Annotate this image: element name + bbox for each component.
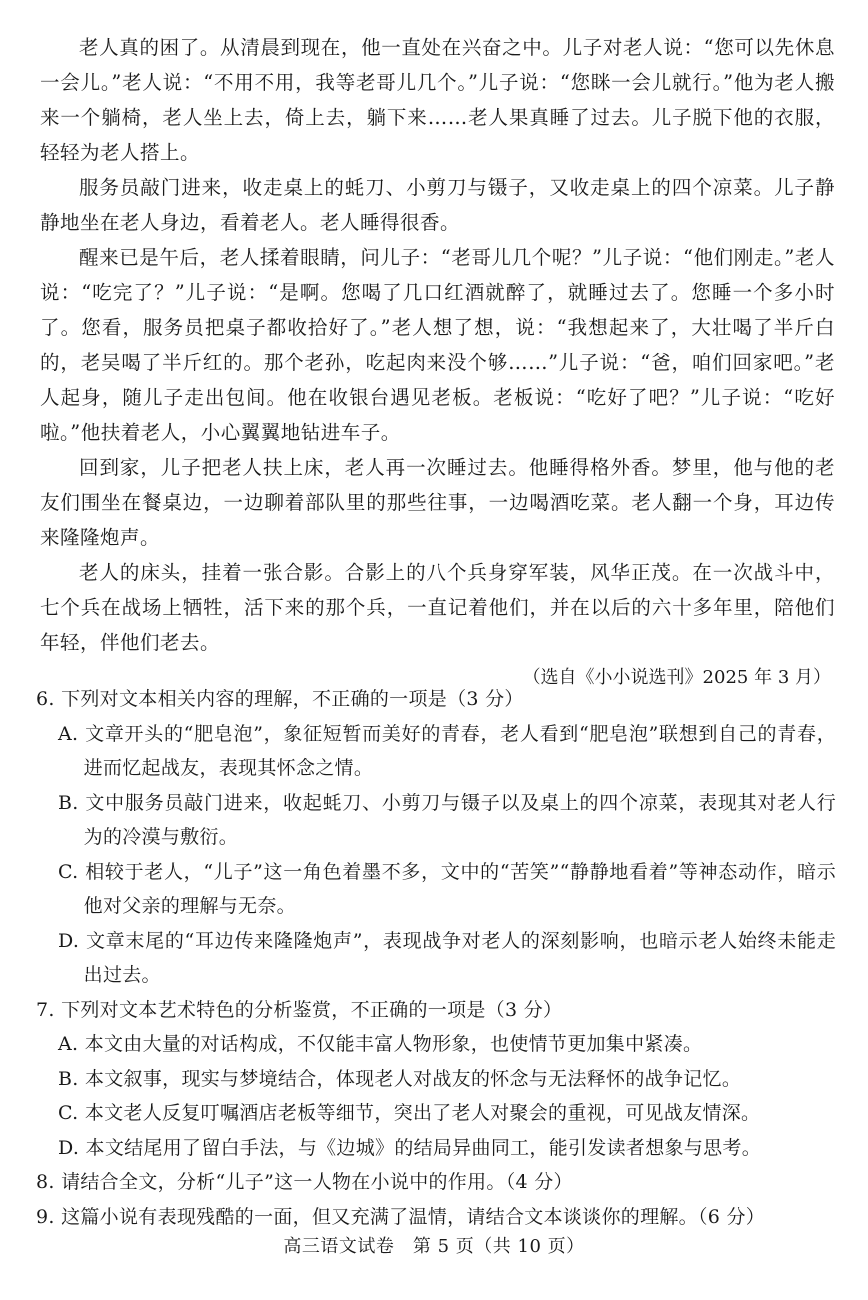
question-7-option-a: A. 本文由大量的对话构成，不仅能丰富人物形象，也使情节更加集中紧凑。 xyxy=(58,1033,703,1055)
question-9: 9. 这篇小说有表现残酷的一面，但又充满了温情，请结合文本谈谈你的理解。（6 分） xyxy=(36,1205,766,1228)
story-passage xyxy=(40,30,835,695)
question-7-option-b: B. 本文叙事，现实与梦境结合，体现老人对战友的怀念与无法释怀的战争记忆。 xyxy=(58,1067,742,1090)
question-6-option-b: B. 文中服务员敲门进来，收起蚝刀、小剪刀与镊子以及桌上的四个凉菜，表现其对老人行为的冷漠与敷衍。 xyxy=(58,791,836,848)
question-7-option-d: D. 本文结尾用了留白手法，与《边城》的结局异曲同工，能引发读者想象与思考。 xyxy=(58,1136,762,1159)
passage-source: （选自《小小说选刊》2025 年 3 月） xyxy=(522,667,831,688)
passage-paragraph-1: 老人真的困了。从清晨到现在，他一直处在兴奋之中。儿子对老人说：“您可以先休息一会儿。”老人说：“不用不用，我等老哥儿几个。”儿子说：“您眯一会儿就行。”他为老人搬来一个躺椅，老人坐上去，倚上去，躺下来……老人果真睡了过去。儿子脱下他的衣服，轻轻为老人搭上。 xyxy=(40,36,835,164)
question-6-option-a: A. 文章开头的“肥皂泡”，象征短暂而美好的青春，老人看到“肥皂泡”联想到自己的青春，进而忆起战友，表现其怀念之情。 xyxy=(58,722,836,779)
passage-paragraph-4: 回到家，儿子把老人扶上床，老人再一次睡过去。他睡得格外香。梦里，他与他的老友们围坐在餐桌边，一边聊着部队里的那些往事，一边喝酒吃菜。老人翻一个身，耳边传来隆隆炮声。 xyxy=(40,456,835,549)
page-footer: 高三语文试卷 第 5 页（共 10 页） xyxy=(283,1236,585,1257)
question-6-stem: 6. 下列对文本相关内容的理解，不正确的一项是（3 分） xyxy=(36,688,524,710)
passage-paragraph-2: 服务员敲门进来，收走桌上的蚝刀、小剪刀与镊子，又收走桌上的四个凉菜。儿子静静地坐在老人身边，看着老人。老人睡得很香。 xyxy=(40,176,835,234)
question-section xyxy=(36,682,836,1234)
question-7-stem: 7. 下列对文本艺术特色的分析鉴赏，不正确的一项是（3 分） xyxy=(36,998,563,1021)
question-8: 8. 请结合全文，分析“儿子”这一人物在小说中的作用。（4 分） xyxy=(36,1171,573,1193)
passage-paragraph-5: 老人的床头，挂着一张合影。合影上的八个兵身穿军装，风华正茂。在一次战斗中，七个兵在战场上牺牲，活下来的那个兵，一直记着他们，并在以后的六十多年里，陪他们年轻，伴他们老去。 xyxy=(40,561,835,654)
passage-paragraph-3: 醒来已是午后，老人揉着眼睛，问儿子：“老哥儿几个呢？”儿子说：“他们刚走。”老人说：“吃完了？”儿子说：“是啊。您喝了几口红酒就醉了，就睡过去了。您睡一个多小时了。您看，服务员把桌子都收拾好了。”老人想了想，说：“我想起来了，大壮喝了半斤白的，老吴喝了半斤红的。那个老孙，吃起肉来没个够……”儿子说：“爸，咱们回家吧。”老人起身，随儿子走出包间。他在收银台遇见老板。老板说：“吃好了吧？”儿子说：“吃好啦。”他扶着老人，小心翼翼地钻进车子。 xyxy=(40,246,835,444)
question-6-option-d: D. 文章末尾的“耳边传来隆隆炮声”，表现战争对老人的深刻影响，也暗示老人始终未能走出过去。 xyxy=(58,929,836,986)
question-7-option-c: C. 本文老人反复叮嘱酒店老板等细节，突出了老人对聚会的重视，可见战友情深。 xyxy=(58,1102,761,1124)
question-6-option-c: C. 相较于老人，“儿子”这一角色着墨不多，文中的“苦笑”“静静地看着”等神态动作，暗示他对父亲的理解与无奈。 xyxy=(58,860,836,917)
